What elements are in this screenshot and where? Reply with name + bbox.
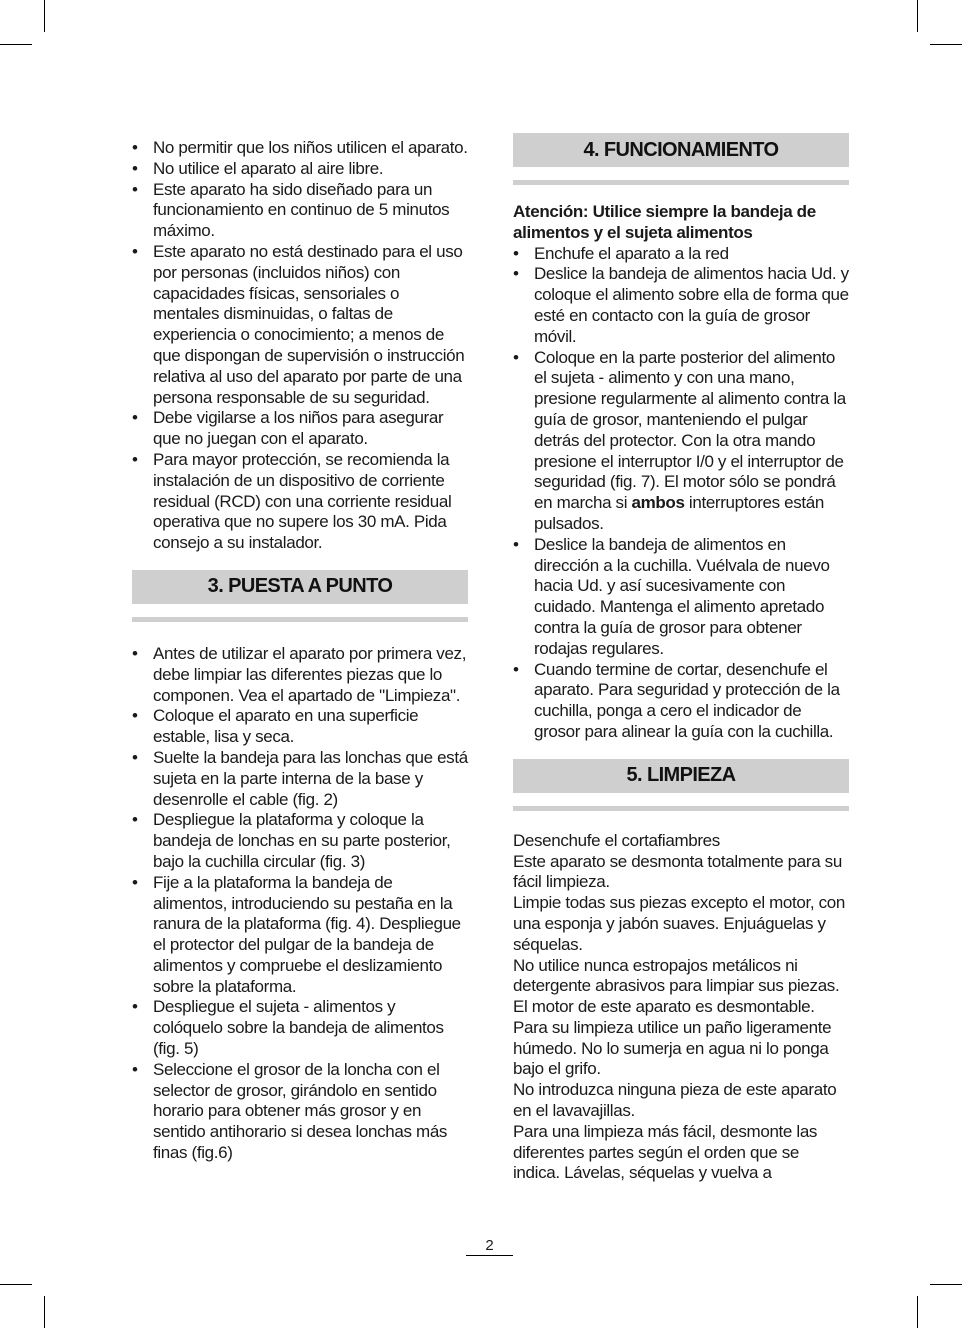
list-item: • Este aparato ha sido diseñado para un funcionamiento en continuo de 5 minutos máximo. (132, 180, 468, 242)
right-column (513, 133, 849, 1184)
list-item: • Antes de utilizar el aparato por primera vez, debe limpiar las diferentes piezas que lo componen. Vea el apartado de "Limpieza". (132, 644, 468, 706)
crop-mark (930, 1284, 962, 1285)
list-item: • Deslice la bandeja de alimentos hacia Ud. y coloque el alimento sobre ella de forma que esté en contacto con la guía de grosor móvil. (513, 264, 849, 347)
list-item-text: Coloque en la parte posterior del alimento el sujeta - alimento y con una mano, presione regularmente al alimento contra la guía de grosor, manteniendo el pulgar detrás del protector. Con la otra mando presione el interruptor I/0 y el interruptor de seguridad (fig. 7). El motor sólo se pondrá en marcha si (534, 347, 846, 513)
paragraph: Limpie todas sus piezas excepto el motor, con una esponja y jabón suaves. Enjuáguelas y séquelas. (513, 893, 845, 954)
safety-list (132, 138, 468, 554)
paragraph: El motor de este aparato es desmontable. Para su limpieza utilice un paño ligeramente húmedo. No lo sumerja en agua ni lo ponga bajo el grifo. (513, 997, 832, 1079)
list-item: • Enchufe el aparato a la red (513, 244, 849, 265)
section-heading-limpieza: 5. LIMPIEZA (513, 759, 849, 793)
list-item: • Fije a la plataforma la bandeja de alimentos, introduciendo su pestaña en la ranura de la plataforma (fig. 4). Despliegue el protector del pulgar de la bandeja de alimentos y compruebe el deslizamiento sobre la plataforma. (132, 873, 468, 998)
section-heading-funcionamiento: 4. FUNCIONAMIENTO (513, 133, 849, 167)
operation-list (513, 244, 849, 743)
setup-list (132, 644, 468, 1164)
crop-mark (44, 1296, 45, 1328)
paragraph: Desenchufe el cortafiambres (513, 830, 720, 850)
list-item: • Seleccione el grosor de la loncha con el selector de grosor, girándolo en sentido horario para obtener más grosor y en sentido antihorario si desea lonchas más finas (fig.6) (132, 1060, 468, 1164)
cleaning-text (513, 831, 849, 1185)
list-item: • Debe vigilarse a los niños para asegurar que no juegan con el aparato. (132, 408, 468, 450)
list-item: • Este aparato no está destinado para el uso por personas (incluidos niños) con capacidades físicas, sensoriales o mentales disminuidas, o faltas de experiencia o conocimiento; a menos de que dispongan de supervisión o instrucción relativa al uso del aparato por parte de una persona responsable de su seguridad. (132, 242, 468, 408)
list-item: • No utilice el aparato al aire libre. (132, 159, 468, 180)
crop-mark (0, 1284, 32, 1285)
crop-mark (0, 44, 32, 45)
page-number: 2 (466, 1237, 513, 1256)
list-item: • Para mayor protección, se recomienda la instalación de un dispositivo de corriente residual (RCD) con una corriente residual operativa que no supere los 30 mA. Pida consejo a su instalador. (132, 450, 468, 554)
attention-note: Atención: Utilice siempre la bandeja de alimentos y el sujeta alimentos (513, 202, 816, 242)
paragraph: Este aparato se desmonta totalmente para su fácil limpieza. (513, 851, 842, 892)
crop-mark (930, 44, 962, 45)
list-item: • Despliegue la plataforma y coloque la bandeja de lonchas en su parte posterior, bajo la cuchilla circular (fig. 3) (132, 810, 468, 872)
paragraph: No introduzca ninguna pieza de este aparato en el lavavajillas. (513, 1080, 837, 1121)
list-item-text: interruptores están pulsados. (534, 493, 825, 533)
list-item: • Deslice la bandeja de alimentos en dirección a la cuchilla. Vuélvala de nuevo hacia Ud. y así sucesivamente con cuidado. Mantenga el alimento apretado contra la guía de grosor para obtener rodajas regulares. (513, 535, 849, 660)
list-item: • Suelte la bandeja para las lonchas que está sujeta en la parte interna de la base y desenrolle el cable (fig. 2) (132, 748, 468, 810)
emphasis-text: ambos (631, 493, 685, 513)
crop-mark (917, 0, 918, 32)
list-item: • No permitir que los niños utilicen el aparato. (132, 138, 468, 159)
crop-mark (917, 1296, 918, 1328)
list-item: • Cuando termine de cortar, desenchufe el aparato. Para seguridad y protección de la cuchilla, ponga a cero el indicador de grosor para alinear la guía con la cuchilla. (513, 660, 849, 743)
section-heading-puesta-a-punto: 3. PUESTA A PUNTO (132, 570, 468, 604)
paragraph: No utilice nunca estropajos metálicos ni detergente abrasivos para limpiar sus piezas. (513, 955, 840, 996)
left-column (132, 138, 468, 1164)
paragraph: Para una limpieza más fácil, desmonte las diferentes partes según el orden que se indica. Lávelas, séquelas y vuelva a (513, 1121, 818, 1183)
list-item: • Despliegue el sujeta - alimentos y colóquelo sobre la bandeja de alimentos (fig. 5) (132, 997, 468, 1059)
list-item: • Coloque el aparato en una superficie estable, lisa y seca. (132, 706, 468, 748)
list-item (513, 348, 849, 535)
crop-mark (44, 0, 45, 32)
